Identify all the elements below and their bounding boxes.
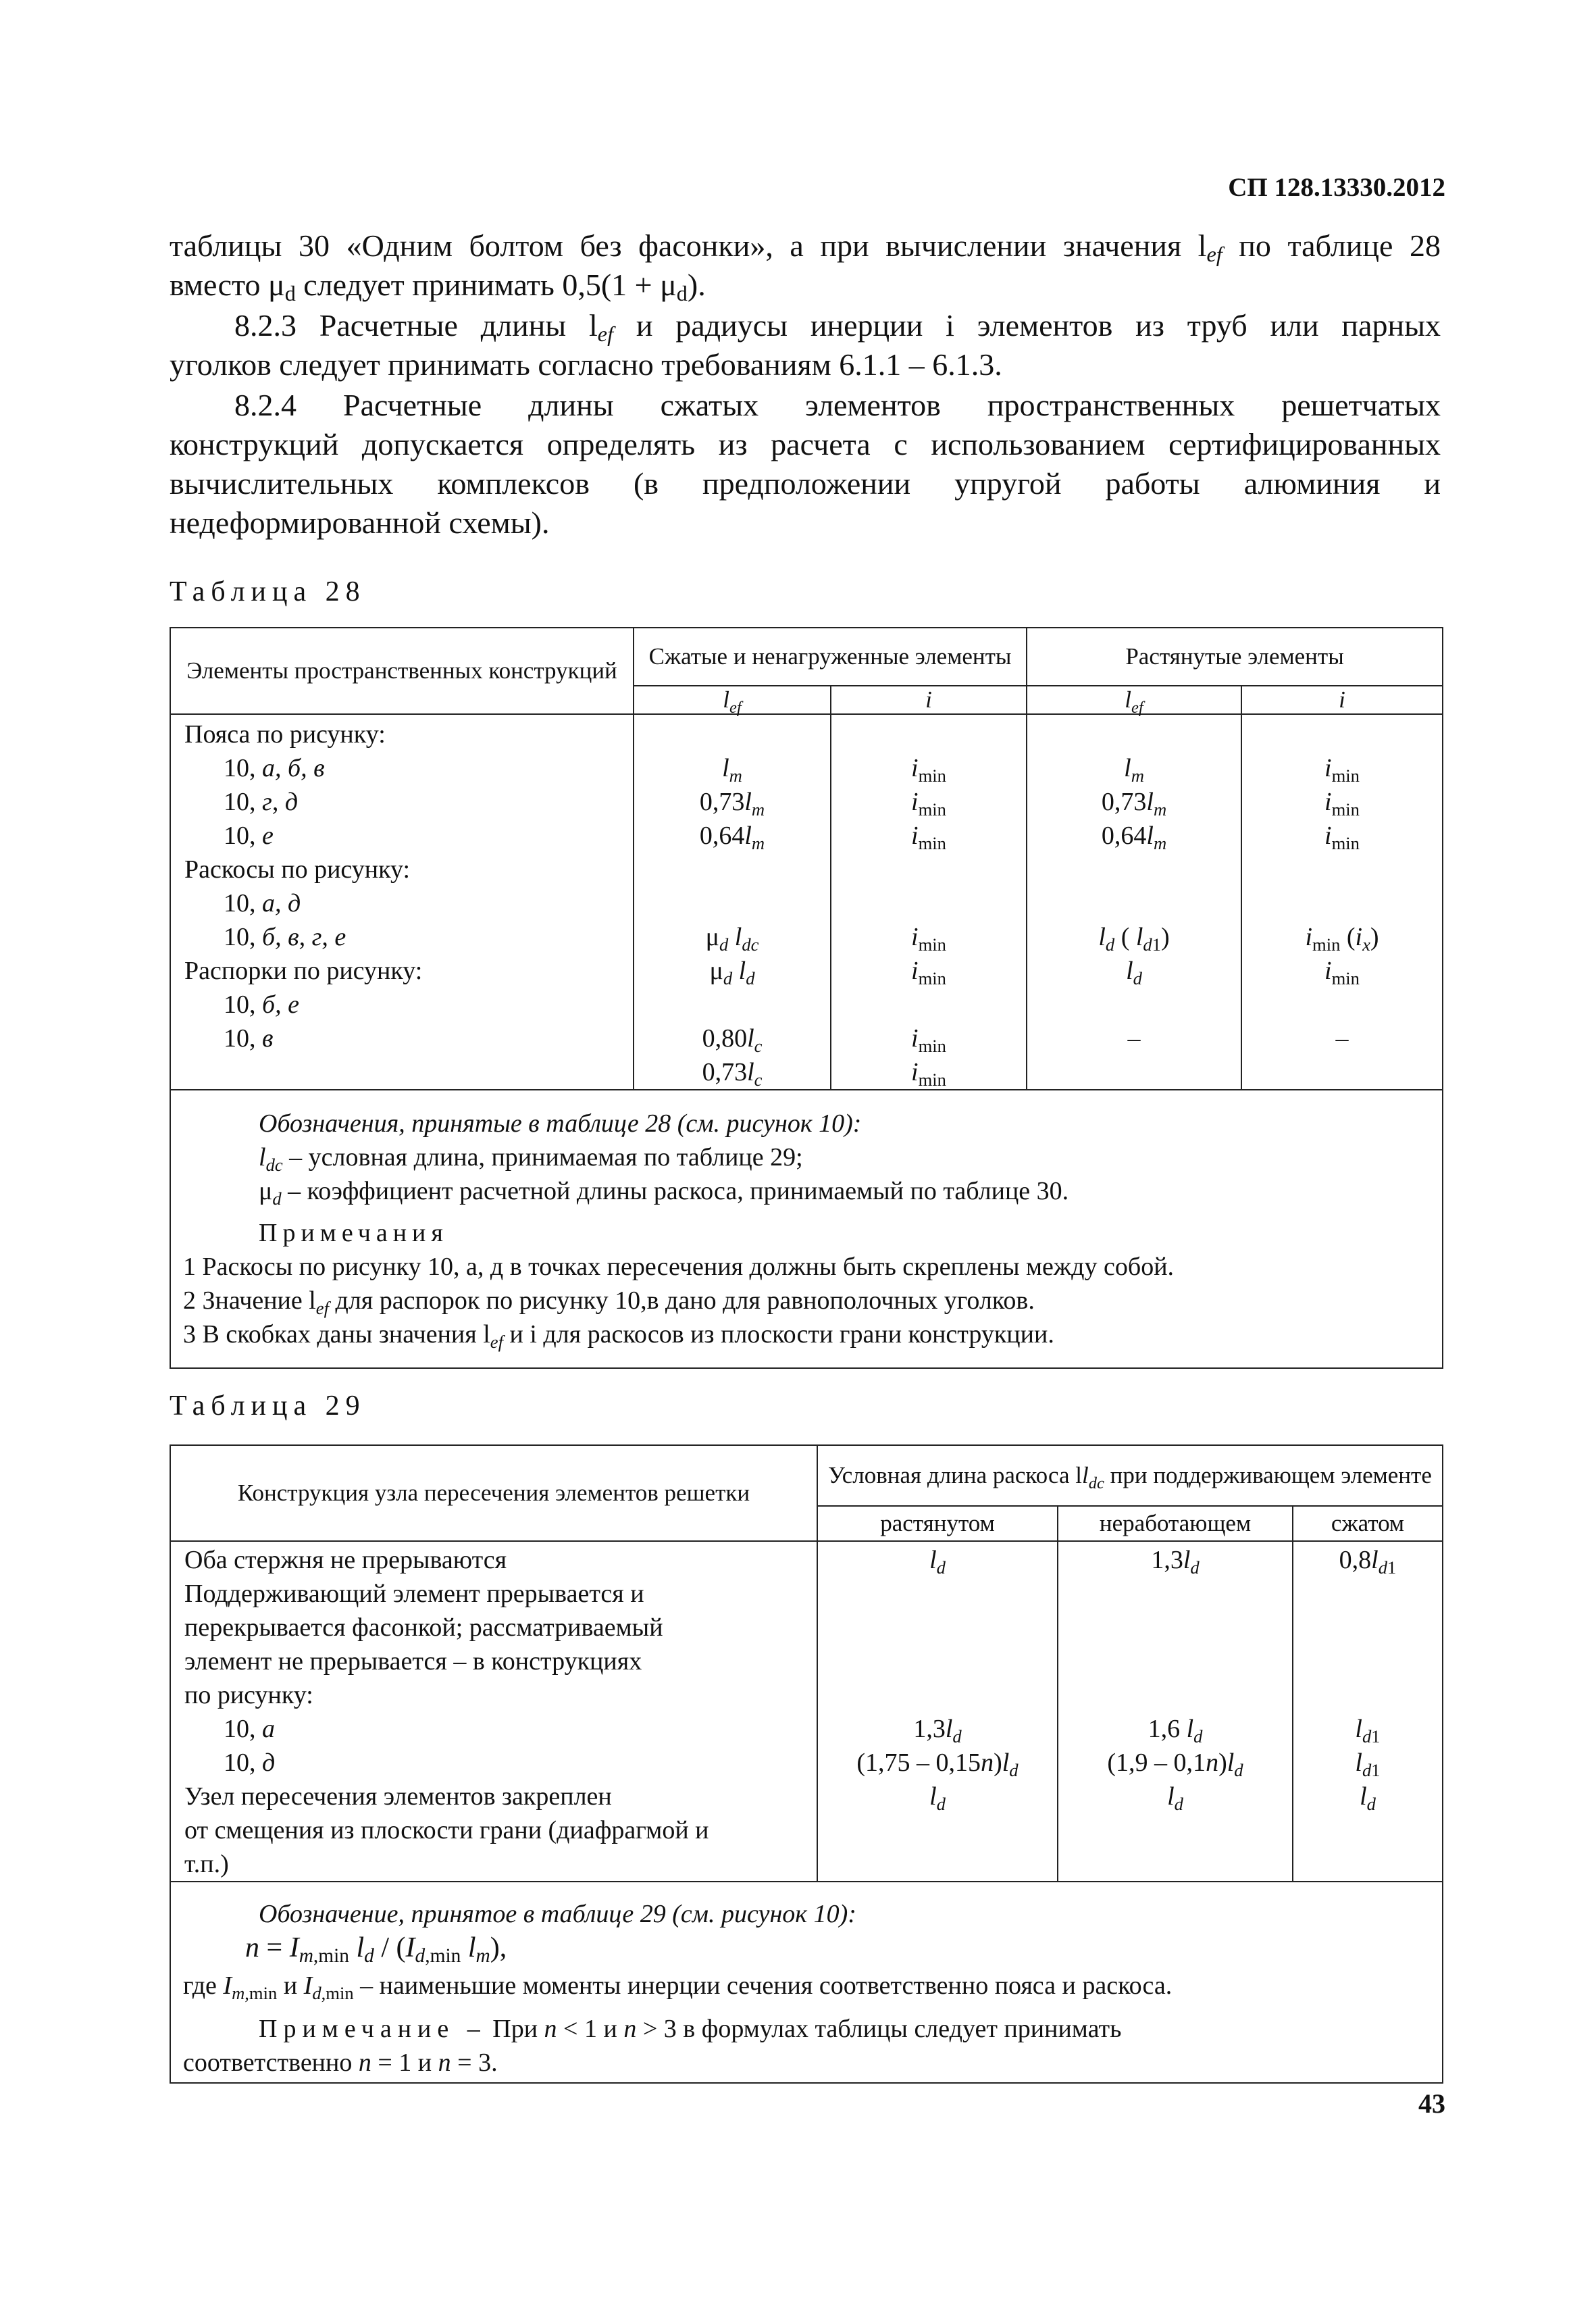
- t28-header-elements: Элементы пространственных конструкций: [170, 628, 634, 714]
- t29-header-tension: растянутом: [817, 1506, 1058, 1541]
- t29-header-compressed: сжатом: [1293, 1506, 1443, 1541]
- t29-notes: Обозначение, принятое в таблице 29 (см. рисунок 10): $n = I_{m,min}$ $l_d / (I_{d,min}$ $l_m$), где $I_{m,min}$ и $I_{d,min}$ – наименьшие моменты инерции сечения соответственно пояса и раскоса. Примечание – При n < 1 и n > 3 в формулах таблицы следует принимать соответственно n = 1 и n = 3.: [170, 1882, 1443, 2083]
- t28-col-lef-compressed: $l_m$ $0,73l_m$ $0,64l_m$ $\mu_d$ $l_{dc}$ $\mu_d$ $l_d$ $0,80l_c$ $0,73l_c$: [634, 714, 831, 1090]
- table-29: [170, 1444, 1443, 2084]
- t29-col-idle: $1,3l_d$ 1,6 $l_d$ $(1,9 - 0,1n)l_d$ $l_d$: [1058, 1541, 1293, 1882]
- table-28-caption: Таблица 28: [170, 576, 366, 607]
- t28-notes: Обозначения, принятые в таблице 28 (см. рисунок 10): $l_{dc}$ – условная длина, принимаемая по таблице 29; $\mu_d$ – коэффициент расчетной длины раскоса, принимаемый по таблице 30. Примечания 1 Раскосы по рисунку 10, а, д в точках пересечения должны быть скреплены между собой. 2 Значение $l_{ef}$ для распорок по рисунку 10,в дано для равнополочных уголков. 3 В скобках даны значения $l_{ef}$ и i для раскосов из плоскости грани конструкции.: [170, 1090, 1443, 1368]
- t28-col-lef-tension: $l_m$ $0,73l_m$ $0,64l_m$ $l_d$ ( $l_{d1}$) $l_d$ –: [1027, 714, 1241, 1090]
- paragraph-8-2-4: 8.2.4 Расчетные длины сжатых элементов пространственных решетчатых конструкций допускается определять из расчета с использованием сертифицированных вычислительных комплексов (в предположении упругой работы алюминия и недеформированной схемы).: [170, 388, 1441, 540]
- t29-col-tension: $l_d$ $1,3l_d$ $(1,75 - 0,15n)l_d$ $l_d$: [817, 1541, 1058, 1882]
- paragraph-8-2-3: 8.2.3 Расчетные длины $l_{ef}$ и радиусы инерции i элементов из труб или парных уголков следует принимать согласно требованиям 6.1.1 – 6.1.3.: [170, 308, 1441, 382]
- table-28: Элементы пространственных конструкций Сжатые и ненагруженные элементы Растянутые элементы $l_{ef}$ i $l_{ef}$ i Пояса по рисунку: 10, а, б, в 10, г, д 10, е Раскосы по рисунку: 10, а, д 10, б, в, г, е Распорки по рисунку: 10, б, е 10, в $l_m$ $0,73l_m$ $0,64l_m$ $\mu_d$ $l_{dc}$ $\mu_d$ $l_d$ $0,80l_c$ $0,73l_c$ $i_{min}$ $i_{min}$ $i_{min}$ $i_{min}$ $i_{min}$ $i_{min}$ $i_{min}$ $l_m$ $0,73l_m$ $0,64l_m$ $l_d$ ( $l_{d1}$) $l_d$ – $i_{min}$ $i_{min}$ $i_{min}$ $i_{min}$ $(i_x)$ $i_{min}$ – Обозначения, принятые в таблице 28 (см. рисунок 10): $l_{dc}$ – условная длина, принимаемая по таблице 29; $\mu_d$ – коэффициент расчетной длины раскоса, принимаемый по таблице 30. Примечания 1 Раскосы по рисунку 10, а, д в точках пересечения должны быть скреплены между собой. 2 Значение $l_{ef}$ для распорок по рисунку 10,в дано для равнополочных уголков. 3 В скобках даны значения $l_{ef}$ и i для раскосов из плоскости грани конструкции.: [170, 627, 1443, 1369]
- t29-header-idle: неработающем: [1058, 1506, 1293, 1541]
- t29-header-node: Конструкция узла пересечения элементов решетки: [170, 1445, 817, 1541]
- t28-header-compressed: Сжатые и ненагруженные элементы: [634, 628, 1027, 686]
- table-29-caption: Таблица 29: [170, 1390, 366, 1422]
- page-number: 43: [1418, 2088, 1445, 2119]
- t28-col-i-compressed: $i_{min}$ $i_{min}$ $i_{min}$ $i_{min}$ $i_{min}$ $i_{min}$ $i_{min}$: [831, 714, 1027, 1090]
- t29-col-node: Оба стержня не прерываются Поддерживающий элемент прерывается и перекрывается фасонкой; рассматриваемый элемент не прерывается – в конструкциях по рисунку: 10, а 10, д Узел пересечения элементов закреплен от смещения из плоскости грани (диафрагмой и т.п.): [170, 1541, 817, 1882]
- t29-header-conditional: Условная длина раскоса $ll_{dc}$ при поддерживающем элементе: [817, 1445, 1443, 1506]
- t28-col-i-tension: $i_{min}$ $i_{min}$ $i_{min}$ $i_{min}$ $(i_x)$ $i_{min}$ –: [1241, 714, 1443, 1090]
- intro-paragraph: таблицы 30 «Одним болтом без фасонки», а при вычислении значения $l_{ef}$ по таблице 28 вместо $\mu_d$ следует принимать $0,5(1 + \mu_d)$.: [170, 228, 1441, 305]
- t29-col-compressed: $0,8l_{d1}$ $l_{d1}$ $l_{d1}$ $l_d$: [1293, 1541, 1443, 1882]
- document-code: СП 128.13330.2012: [1228, 173, 1445, 202]
- t28-col-elements: Пояса по рисунку: 10, а, б, в 10, г, д 10, е Раскосы по рисунку: 10, а, д 10, б, в, г, е Распорки по рисунку: 10, б, е 10, в: [170, 714, 634, 1090]
- t28-header-tension: Растянутые элементы: [1027, 628, 1443, 686]
